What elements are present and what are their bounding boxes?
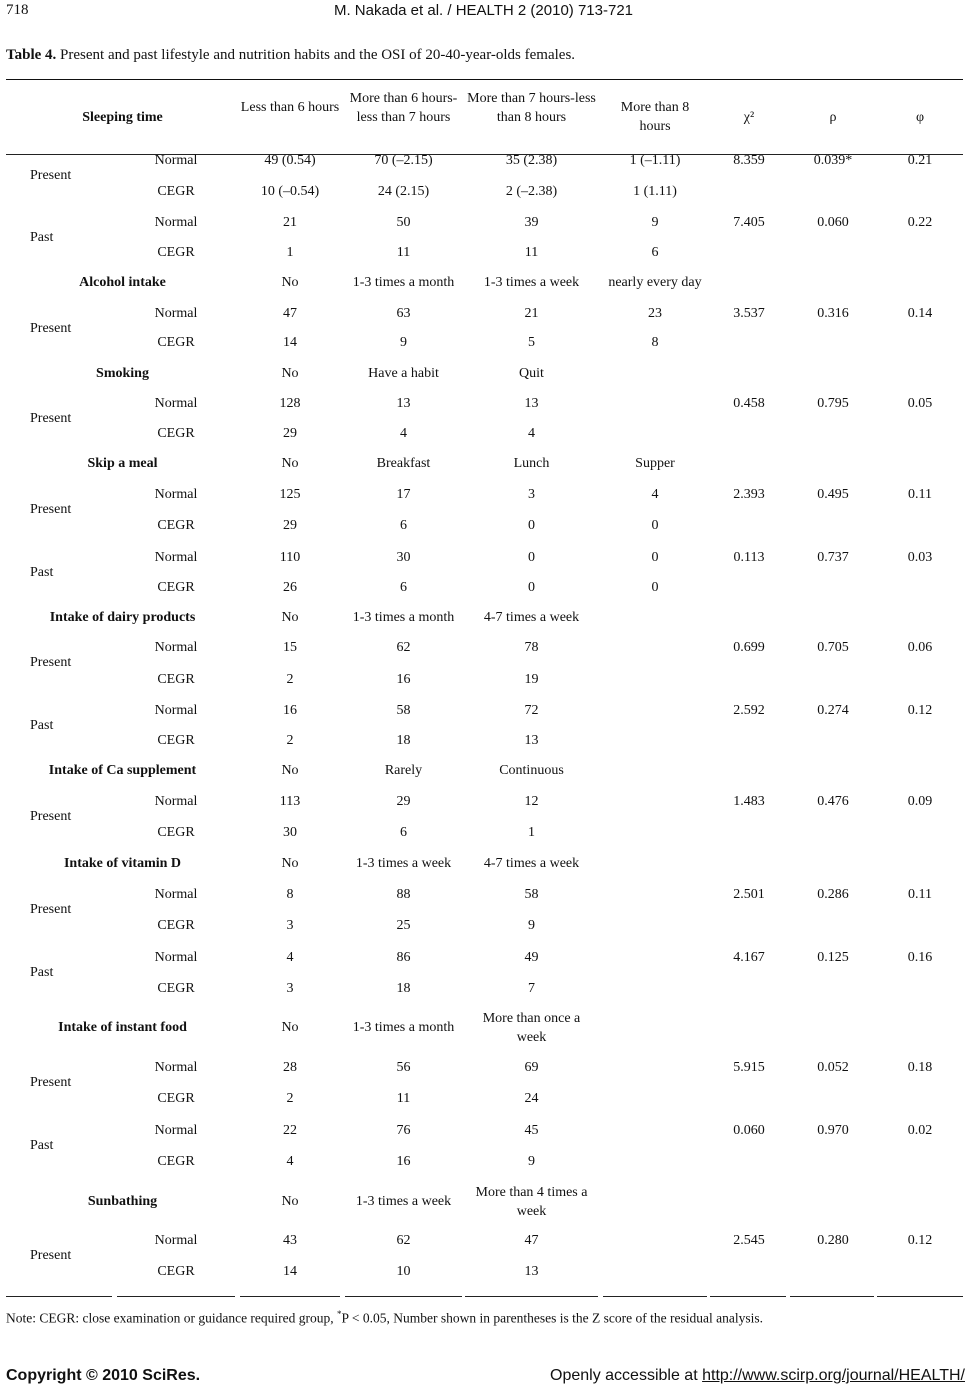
- header-7-to-8: More than 7 hours-less than 8 hours: [467, 91, 596, 125]
- group-cell: Normal: [154, 950, 198, 965]
- period-cell: Present: [30, 321, 72, 336]
- category-2-label: 1-3 times a week: [355, 1194, 452, 1209]
- group-cell: CEGR: [157, 518, 195, 533]
- phi-cell: 0.06: [907, 640, 933, 655]
- section-title: Intake of vitamin D: [63, 856, 182, 871]
- group-cell: CEGR: [157, 1154, 195, 1169]
- table-note: [6, 1309, 763, 1327]
- category-2-cell: 11: [396, 245, 411, 260]
- group-cell: CEGR: [157, 733, 195, 748]
- footer-access: [550, 1367, 965, 1385]
- category-3-cell: 1: [528, 825, 535, 840]
- group-cell: CEGR: [157, 825, 195, 840]
- phi-cell: 0.18: [907, 1060, 933, 1075]
- category-4-cell: 8: [651, 335, 659, 350]
- category-1-cell: 1: [286, 245, 294, 260]
- category-3-cell: 78: [524, 640, 539, 655]
- chi-square-cell: 4.167: [733, 950, 765, 965]
- p-value-cell: 0.316: [817, 306, 849, 321]
- category-2-cell: 70 (–2.15): [374, 153, 433, 168]
- category-2-cell: 17: [396, 487, 411, 502]
- period-cell: Present: [30, 1075, 72, 1090]
- category-2-cell: 6: [400, 825, 407, 840]
- category-3-cell: 2 (–2.38): [505, 184, 558, 199]
- category-1-cell: 3: [286, 981, 294, 996]
- category-1-cell: 2: [286, 1091, 294, 1106]
- page-number: 718: [6, 2, 29, 18]
- chi-square-cell: 2.393: [733, 487, 765, 502]
- table-caption-label: Table 4.: [6, 47, 57, 63]
- category-1-cell: 47: [283, 306, 297, 321]
- note-significance-mark: *: [337, 1309, 342, 1319]
- period-cell: Present: [30, 809, 72, 824]
- bottom-rule-segment: [465, 1296, 598, 1297]
- category-1-label: No: [281, 763, 299, 778]
- header-sleeping-time: Sleeping time: [82, 110, 163, 125]
- category-3-cell: 12: [524, 794, 539, 809]
- category-3-cell: 39: [524, 215, 539, 230]
- bottom-rule-segment: [240, 1296, 340, 1297]
- group-cell: Normal: [154, 306, 198, 321]
- category-2-cell: 76: [396, 1123, 411, 1138]
- category-2-cell: 25: [396, 918, 411, 933]
- category-1-cell: 28: [283, 1060, 297, 1075]
- running-header: M. Nakada et al. / HEALTH 2 (2010) 713-721: [333, 2, 634, 19]
- category-2-cell: 16: [396, 1154, 411, 1169]
- category-3-cell: 3: [528, 487, 535, 502]
- group-cell: CEGR: [157, 1091, 195, 1106]
- bottom-rule-segment: [790, 1296, 874, 1297]
- category-2-cell: 30: [396, 550, 411, 565]
- period-cell: Past: [30, 718, 54, 733]
- group-cell: Normal: [154, 703, 198, 718]
- category-4-cell: 0: [651, 550, 659, 565]
- phi-cell: 0.11: [908, 887, 932, 902]
- note-text-start: Note: CEGR: close examination or guidance required group,: [6, 1310, 338, 1326]
- category-3-cell: 13: [524, 1264, 539, 1279]
- chi-square-cell: 1.483: [733, 794, 765, 809]
- period-cell: Past: [30, 565, 54, 580]
- header-6-to-7: More than 6 hours-less than 7 hours: [349, 91, 458, 125]
- group-cell: CEGR: [157, 184, 195, 199]
- category-1-cell: 8: [286, 887, 294, 902]
- category-2-cell: 6: [400, 518, 407, 533]
- period-cell: Present: [30, 1248, 72, 1263]
- p-value-cell: 0.274: [817, 703, 849, 718]
- p-value-cell: 0.286: [817, 887, 849, 902]
- category-3-label: More than 4 times a week: [475, 1185, 588, 1219]
- phi-cell: 0.03: [907, 550, 933, 565]
- category-3-label: More than once a week: [482, 1011, 581, 1045]
- group-cell: CEGR: [157, 672, 195, 687]
- category-1-cell: 10 (–0.54): [260, 184, 320, 199]
- category-1-cell: 26: [283, 580, 297, 595]
- period-cell: Present: [30, 168, 72, 183]
- category-1-cell: 16: [283, 703, 297, 718]
- category-1-label: No: [281, 366, 299, 381]
- category-1-cell: 15: [283, 640, 297, 655]
- p-value-cell: 0.052: [817, 1060, 849, 1075]
- category-3-label: 4-7 times a week: [483, 610, 580, 625]
- table-caption-text: Present and past lifestyle and nutrition habits and the OSI of 20-40-year-olds females.: [60, 47, 576, 63]
- chi-square-cell: 5.915: [733, 1060, 765, 1075]
- category-1-cell: 113: [279, 794, 301, 809]
- period-cell: Past: [30, 1138, 54, 1153]
- group-cell: Normal: [154, 640, 198, 655]
- p-value-cell: 0.039*: [813, 153, 853, 168]
- footer-copyright: Copyright © 2010 SciRes.: [6, 1367, 201, 1384]
- category-2-cell: 88: [396, 887, 411, 902]
- group-cell: Normal: [154, 396, 198, 411]
- category-1-cell: 3: [286, 918, 294, 933]
- category-3-cell: 69: [524, 1060, 539, 1075]
- phi-cell: 0.12: [907, 1233, 933, 1248]
- group-cell: CEGR: [157, 580, 195, 595]
- chi-square-cell: 3.537: [733, 306, 765, 321]
- category-2-cell: 10: [396, 1264, 411, 1279]
- header-rho: ρ: [829, 110, 837, 125]
- category-3-cell: 19: [524, 672, 539, 687]
- category-3-label: 4-7 times a week: [483, 856, 580, 871]
- section-title: Intake of Ca supplement: [48, 763, 197, 778]
- category-1-cell: 4: [286, 1154, 294, 1169]
- category-4-cell: 1 (–1.11): [629, 153, 681, 168]
- category-2-cell: 63: [396, 306, 411, 321]
- p-value-cell: 0.125: [817, 950, 849, 965]
- category-2-cell: 29: [396, 794, 411, 809]
- period-cell: Present: [30, 411, 72, 426]
- category-2-cell: 50: [396, 215, 411, 230]
- period-cell: Past: [30, 965, 54, 980]
- category-1-cell: 14: [283, 335, 297, 350]
- chi-square-cell: 8.359: [733, 153, 765, 168]
- category-1-cell: 110: [279, 550, 301, 565]
- category-2-label: 1-3 times a month: [352, 610, 455, 625]
- category-4-label: Supper: [635, 456, 675, 471]
- group-cell: CEGR: [157, 335, 195, 350]
- category-1-cell: 22: [283, 1123, 297, 1138]
- category-2-cell: 18: [396, 981, 411, 996]
- category-3-cell: 45: [524, 1123, 539, 1138]
- category-2-cell: 11: [396, 1091, 411, 1106]
- category-2-cell: 62: [396, 1233, 411, 1248]
- category-3-label: Quit: [519, 366, 544, 381]
- category-3-label: Lunch: [513, 456, 550, 471]
- category-2-cell: 13: [396, 396, 411, 411]
- section-title: Intake of dairy products: [49, 610, 196, 625]
- category-3-cell: 0: [528, 580, 535, 595]
- category-1-cell: 29: [283, 426, 297, 441]
- bottom-rule-segment: [6, 1296, 112, 1297]
- phi-cell: 0.11: [908, 487, 932, 502]
- group-cell: Normal: [154, 153, 198, 168]
- category-4-label: nearly every day: [608, 275, 702, 290]
- bottom-rule-segment: [603, 1296, 707, 1297]
- category-1-label: No: [281, 456, 299, 471]
- category-2-cell: 18: [396, 733, 411, 748]
- section-title: Alcohol intake: [79, 275, 166, 290]
- group-cell: Normal: [154, 550, 198, 565]
- phi-cell: 0.14: [907, 306, 933, 321]
- phi-cell: 0.22: [907, 215, 933, 230]
- chi-square-cell: 2.592: [733, 703, 765, 718]
- category-3-cell: 47: [524, 1233, 539, 1248]
- group-cell: Normal: [154, 887, 198, 902]
- section-title: Sunbathing: [87, 1194, 158, 1209]
- category-4-cell: 4: [651, 487, 659, 502]
- category-4-cell: 1 (1.11): [633, 184, 677, 199]
- group-cell: CEGR: [157, 1264, 195, 1279]
- header-phi: φ: [915, 110, 925, 125]
- chi-square-cell: 0.458: [733, 396, 765, 411]
- category-2-cell: 62: [396, 640, 411, 655]
- p-value-cell: 0.970: [817, 1123, 849, 1138]
- category-3-cell: 13: [524, 733, 539, 748]
- category-1-cell: 14: [283, 1264, 297, 1279]
- category-1-cell: 21: [283, 215, 297, 230]
- p-value-cell: 0.060: [817, 215, 849, 230]
- chi-square-cell: 2.545: [733, 1233, 765, 1248]
- category-3-cell: 5: [528, 335, 535, 350]
- bottom-rule-segment: [117, 1296, 235, 1297]
- group-cell: CEGR: [157, 981, 195, 996]
- category-3-cell: 35 (2.38): [505, 153, 558, 168]
- category-2-cell: 6: [400, 580, 407, 595]
- category-2-label: 1-3 times a week: [355, 856, 452, 871]
- chi-square-cell: 0.060: [733, 1123, 765, 1138]
- category-2-cell: 86: [396, 950, 411, 965]
- group-cell: CEGR: [157, 245, 195, 260]
- category-4-cell: 0: [651, 580, 659, 595]
- category-2-label: 1-3 times a month: [352, 275, 455, 290]
- p-value-cell: 0.737: [817, 550, 849, 565]
- category-3-cell: 72: [524, 703, 539, 718]
- phi-cell: 0.09: [907, 794, 933, 809]
- category-2-cell: 9: [400, 335, 407, 350]
- category-3-label: Continuous: [499, 763, 564, 778]
- category-3-cell: 21: [524, 306, 539, 321]
- category-2-label: 1-3 times a month: [352, 1020, 455, 1035]
- group-cell: Normal: [154, 1123, 198, 1138]
- category-1-label: No: [281, 610, 299, 625]
- category-1-label: No: [281, 1194, 299, 1209]
- category-1-cell: 43: [283, 1233, 297, 1248]
- category-4-cell: 9: [651, 215, 659, 230]
- bottom-rule-segment: [877, 1296, 963, 1297]
- category-3-cell: 49: [524, 950, 539, 965]
- category-4-cell: 6: [651, 245, 659, 260]
- section-title: Skip a meal: [87, 456, 158, 471]
- header-more-than-8: More than 8 hours: [620, 100, 690, 134]
- p-value-cell: 0.795: [817, 396, 849, 411]
- category-3-cell: 0: [528, 550, 535, 565]
- chi-square-cell: 2.501: [733, 887, 765, 902]
- section-title: Smoking: [96, 366, 149, 381]
- chi-square-cell: 7.405: [733, 215, 765, 230]
- category-2-label: Breakfast: [376, 456, 431, 471]
- bottom-rule-segment: [345, 1296, 462, 1297]
- category-4-cell: 23: [648, 306, 662, 321]
- phi-cell: 0.16: [907, 950, 933, 965]
- period-cell: Present: [30, 502, 72, 517]
- category-3-cell: 0: [528, 518, 535, 533]
- category-1-cell: 49 (0.54): [264, 153, 316, 168]
- category-3-cell: 4: [528, 426, 535, 441]
- header-chi-square: χ²: [743, 110, 755, 125]
- category-1-cell: 2: [286, 672, 294, 687]
- group-cell: Normal: [154, 794, 198, 809]
- p-value-cell: 0.280: [817, 1233, 849, 1248]
- category-2-cell: 16: [396, 672, 411, 687]
- section-title: Intake of instant food: [58, 1020, 187, 1035]
- category-3-cell: 58: [524, 887, 539, 902]
- p-value-cell: 0.476: [817, 794, 849, 809]
- phi-cell: 0.12: [907, 703, 933, 718]
- journal-link[interactable]: http://www.scirp.org/journal/HEALTH/: [702, 1367, 965, 1384]
- category-2-cell: 4: [400, 426, 407, 441]
- category-3-label: 1-3 times a week: [483, 275, 580, 290]
- category-1-cell: 2: [286, 733, 294, 748]
- p-value-cell: 0.705: [817, 640, 849, 655]
- category-1-label: No: [281, 1020, 299, 1035]
- category-1-cell: 4: [286, 950, 294, 965]
- period-cell: Present: [30, 655, 72, 670]
- period-cell: Past: [30, 230, 54, 245]
- table-caption: [6, 47, 575, 64]
- group-cell: CEGR: [157, 426, 195, 441]
- group-cell: Normal: [154, 1060, 198, 1075]
- category-2-label: Rarely: [384, 763, 423, 778]
- category-3-cell: 7: [528, 981, 535, 996]
- note-text-end: P < 0.05, Number shown in parentheses is the Z score of the residual analysis.: [341, 1310, 763, 1326]
- period-cell: Present: [30, 902, 72, 917]
- category-4-cell: 0: [651, 518, 659, 533]
- category-3-cell: 11: [524, 245, 539, 260]
- category-1-cell: 128: [279, 396, 301, 411]
- category-2-cell: 58: [396, 703, 411, 718]
- category-1-cell: 29: [283, 518, 297, 533]
- category-3-cell: 24: [524, 1091, 539, 1106]
- bottom-rule-segment: [710, 1296, 786, 1297]
- phi-cell: 0.02: [907, 1123, 933, 1138]
- phi-cell: 0.05: [907, 396, 933, 411]
- category-1-label: No: [281, 856, 299, 871]
- category-3-cell: 9: [528, 1154, 535, 1169]
- category-2-label: Have a habit: [368, 366, 439, 381]
- group-cell: CEGR: [157, 918, 195, 933]
- header-less-than-6: Less than 6 hours: [240, 100, 340, 115]
- table-top-rule: [6, 79, 963, 80]
- chi-square-cell: 0.699: [733, 640, 765, 655]
- group-cell: Normal: [154, 215, 198, 230]
- group-cell: Normal: [154, 487, 198, 502]
- group-cell: Normal: [154, 1233, 198, 1248]
- chi-square-cell: 0.113: [733, 550, 765, 565]
- footer-access-prefix: Openly accessible at: [550, 1367, 703, 1384]
- category-2-cell: 24 (2.15): [377, 184, 430, 199]
- category-1-cell: 30: [283, 825, 297, 840]
- phi-cell: 0.21: [907, 153, 933, 168]
- category-1-cell: 125: [279, 487, 301, 502]
- category-3-cell: 9: [528, 918, 535, 933]
- category-2-cell: 56: [396, 1060, 411, 1075]
- p-value-cell: 0.495: [817, 487, 849, 502]
- category-1-label: No: [281, 275, 299, 290]
- category-3-cell: 13: [524, 396, 539, 411]
